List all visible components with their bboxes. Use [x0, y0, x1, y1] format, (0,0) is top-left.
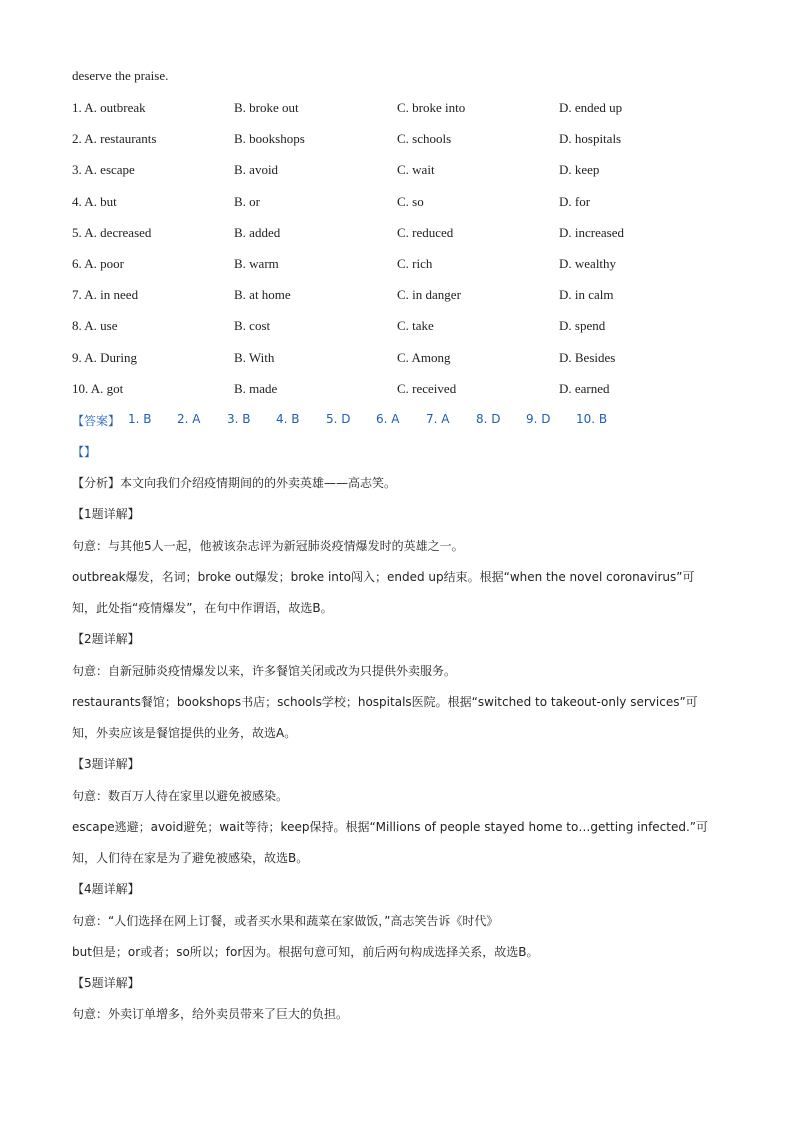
question-1-option-d: D. ended up: [559, 100, 623, 115]
question-9-option-c: C. Among: [397, 349, 451, 365]
analysis-line: 知，外卖应该是餐馆提供的业务，故选A。: [72, 726, 297, 740]
question-6-option-d: D. wealthy: [559, 256, 617, 271]
analysis-header: [72, 443, 96, 460]
intro-line: deserve the praise.: [72, 68, 169, 83]
analysis-line: 【5题详解】: [72, 976, 140, 990]
question-2-option-b: B. bookshops: [234, 131, 305, 147]
answer-item: 9. D: [526, 412, 551, 426]
question-8-option-a: 8. A. use: [72, 318, 118, 334]
question-9-option-a: 9. A. During: [72, 349, 137, 365]
answer-item: 7. A: [426, 412, 450, 426]
analysis-line: 知，此处指“疫情爆发”，在句中作谓语，故选B。: [72, 601, 333, 615]
analysis-line: but但是；or或者；so所以；for因为。根据句意可知，前后两句构成选择关系，故选B。: [72, 945, 539, 959]
answer-item: 6. A: [376, 412, 400, 426]
answer-label: 【答案】: [72, 414, 121, 428]
analysis-line: 句意：“人们选择在网上订餐，或者买水果和蔬菜在家做饭，”高志笑告诉《时代》: [72, 914, 499, 928]
question-1-option-b: B. broke out: [234, 100, 299, 115]
question-2-option-c: C. schools: [397, 131, 452, 147]
question-9-option-d: D. Besides: [559, 349, 616, 365]
question-4-option-c: C. so: [397, 193, 424, 209]
question-1-option-a: 1. A. outbreak: [72, 100, 146, 115]
analysis-line: 【4题详解】: [72, 882, 140, 896]
answer-item: 2. A: [177, 412, 201, 426]
question-7-option-c: C. in danger: [397, 287, 461, 303]
question-5-option-d: D. increased: [559, 224, 624, 240]
analysis-line: 知，人们待在家是为了避免被感染，故选B。: [72, 851, 309, 865]
question-5-option-c: C. reduced: [397, 224, 454, 240]
question-1-option-c: C. broke into: [397, 100, 466, 115]
analysis-line: outbreak爆发，名词；broke out爆发；broke into闯入；ended up结束。根据“when the novel coronavirus”可: [72, 570, 695, 584]
analysis-line: 【2题详解】: [72, 632, 140, 646]
analysis-line: 句意：数百万人待在家里以避免被感染。: [72, 789, 289, 803]
question-8-option-b: B. cost: [234, 318, 271, 334]
question-2-option-a: 2. A. restaurants: [72, 131, 157, 147]
analysis-line: escape逃避；avoid避免；wait等待；keep保持。根据“Millions of people stayed home to…getting infected.”可: [72, 820, 709, 834]
question-10-option-d: D. earned: [559, 380, 610, 396]
answer-item: 3. B: [227, 412, 251, 426]
question-5-option-b: B. added: [234, 224, 281, 240]
question-6-option-c: C. rich: [397, 256, 433, 271]
question-4-option-a: 4. A. but: [72, 193, 117, 209]
analysis-header-prefix: 【: [72, 445, 85, 459]
analysis-line: 【3题详解】: [72, 757, 140, 771]
question-4-option-b: B. or: [234, 193, 260, 209]
question-7-option-b: B. at home: [234, 287, 291, 303]
analysis-header-suffix: 】: [84, 445, 97, 459]
question-6-option-a: 6. A. poor: [72, 256, 124, 271]
question-4-option-d: D. for: [559, 193, 591, 209]
question-10-option-b: B. made: [234, 380, 278, 396]
analysis-line: 【分析】本文向我们介绍疫情期间的的外卖英雄——高志笑。: [72, 476, 397, 490]
answer-item: 5. D: [326, 412, 351, 426]
question-7-option-d: D. in calm: [559, 287, 614, 303]
question-8-option-c: C. take: [397, 318, 434, 334]
analysis-line: restaurants餐馆；bookshops书店；schools学校；hospitals医院。根据“switched to takeout-only services”可: [72, 695, 698, 709]
analysis-line: 句意：与其他5人一起，他被该杂志评为新冠肺炎疫情爆发时的英雄之一。: [72, 539, 464, 553]
question-3-option-b: B. avoid: [234, 162, 279, 178]
question-9-option-b: B. With: [234, 349, 275, 365]
question-3-option-d: D. keep: [559, 162, 600, 178]
analysis-line: 【1题详解】: [72, 507, 140, 521]
answer-item: 10. B: [576, 412, 608, 426]
question-6-option-b: B. warm: [234, 256, 279, 271]
question-8-option-d: D. spend: [559, 318, 606, 334]
question-10-option-a: 10. A. got: [72, 380, 124, 396]
question-7-option-a: 7. A. in need: [72, 287, 139, 303]
answer-item: 4. B: [276, 412, 300, 426]
answer-item: 1. B: [128, 412, 152, 426]
question-5-option-a: 5. A. decreased: [72, 224, 152, 240]
analysis-line: 句意：外卖订单增多，给外卖员带来了巨大的负担。: [72, 1007, 349, 1021]
question-3-option-a: 3. A. escape: [72, 162, 135, 178]
question-3-option-c: C. wait: [397, 162, 435, 178]
answer-item: 8. D: [476, 412, 501, 426]
analysis-line: 句意：自新冠肺炎疫情爆发以来，许多餐馆关闭或改为只提供外卖服务。: [72, 664, 457, 678]
question-10-option-c: C. received: [397, 380, 457, 396]
question-2-option-d: D. hospitals: [559, 131, 622, 147]
